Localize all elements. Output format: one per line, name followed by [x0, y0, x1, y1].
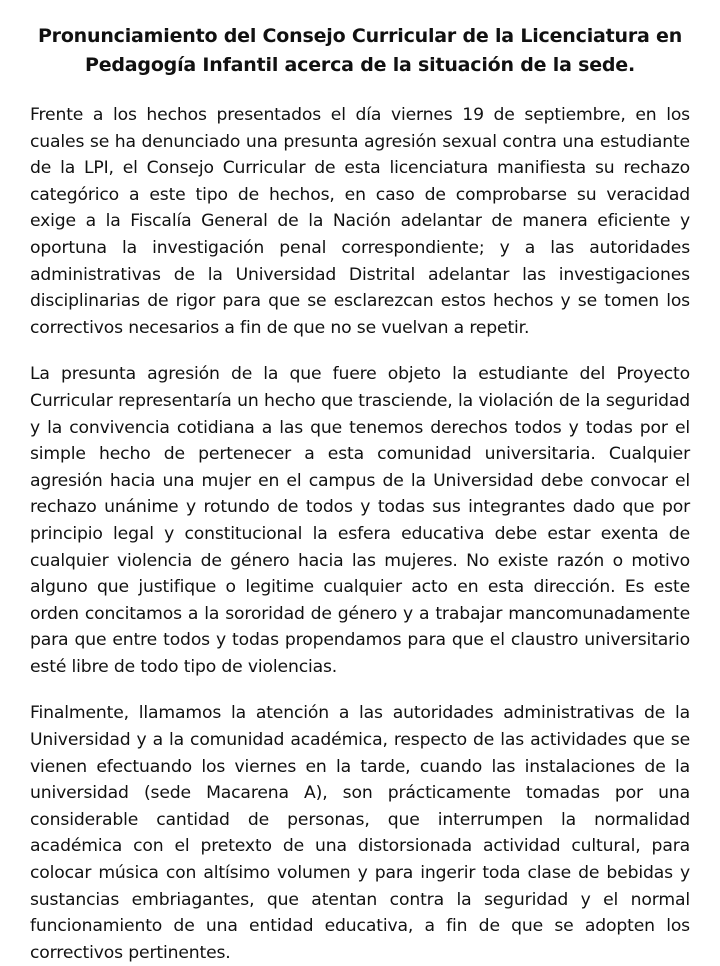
document-body — [30, 102, 690, 966]
paragraph-1: Frente a los hechos presentados el día viernes 19 de septiembre, en los cuales se ha denunciado una presunta agresión sexual contra una estudiante de la LPI, el Consejo Curricular de esta licenciatura manifiesta su rechazo categórico a este tipo de hechos, en caso de comprobarse su veracidad exige a la Fiscalía General de la Nación adelantar de manera eficiente y oportuna la investigación penal correspondiente; y a las autoridades administrativas de la Universidad Distrital adelantar las investigaciones disciplinarias de rigor para que se esclarezcan estos hechos y se tomen los correctivos necesarios a fin de que no se vuelvan a repetir. — [30, 105, 690, 338]
paragraph-3: Finalmente, llamamos la atención a las autoridades administrativas de la Universidad y a la comunidad académica, respecto de las actividades que se vienen efectuando los viernes en la tarde, cuando las instalaciones de la universidad (sede Macarena A), son prácticamente tomadas por una considerable cantidad de personas, que interrumpen la normalidad académica con el pretexto de una distorsionada actividad cultural, para colocar música con altísimo volumen y para ingerir toda clase de bebidas y sustancias embriagantes, que atentan contra la seguridad y el normal funcionamiento de una entidad educativa, a fin de que se adopten los correctivos pertinentes. — [30, 703, 690, 963]
title-line-1: Pronunciamiento del Consejo Curricular de la Licenciatura en — [37, 25, 683, 47]
paragraph-2: La presunta agresión de la que fuere objeto la estudiante del Proyecto Curricular representaría un hecho que trasciende, la violación de la seguridad y la convivencia cotidiana a las que tenemos derechos todos y todas por el simple hecho de pertenecer a esta comunidad universitaria. Cualquier agresión hacia una mujer en el campus de la Universidad debe convocar el rechazo unánime y rotundo de todos y todas sus integrantes dado que por principio legal y constitucional la esfera educativa debe estar exenta de cualquier violencia de género hacia las mujeres. No existe razón o motivo alguno que justifique o legitime cualquier acto en esta dirección. Es este orden concitamos a la sororidad de género y a trabajar mancomunadamente para que entre todos y todas propendamos para que el claustro universitario esté libre de todo tipo de violencias. — [30, 364, 690, 677]
document-title — [30, 22, 690, 80]
title-line-2: Pedagogía Infantil acerca de la situación de la sede. — [84, 54, 636, 76]
